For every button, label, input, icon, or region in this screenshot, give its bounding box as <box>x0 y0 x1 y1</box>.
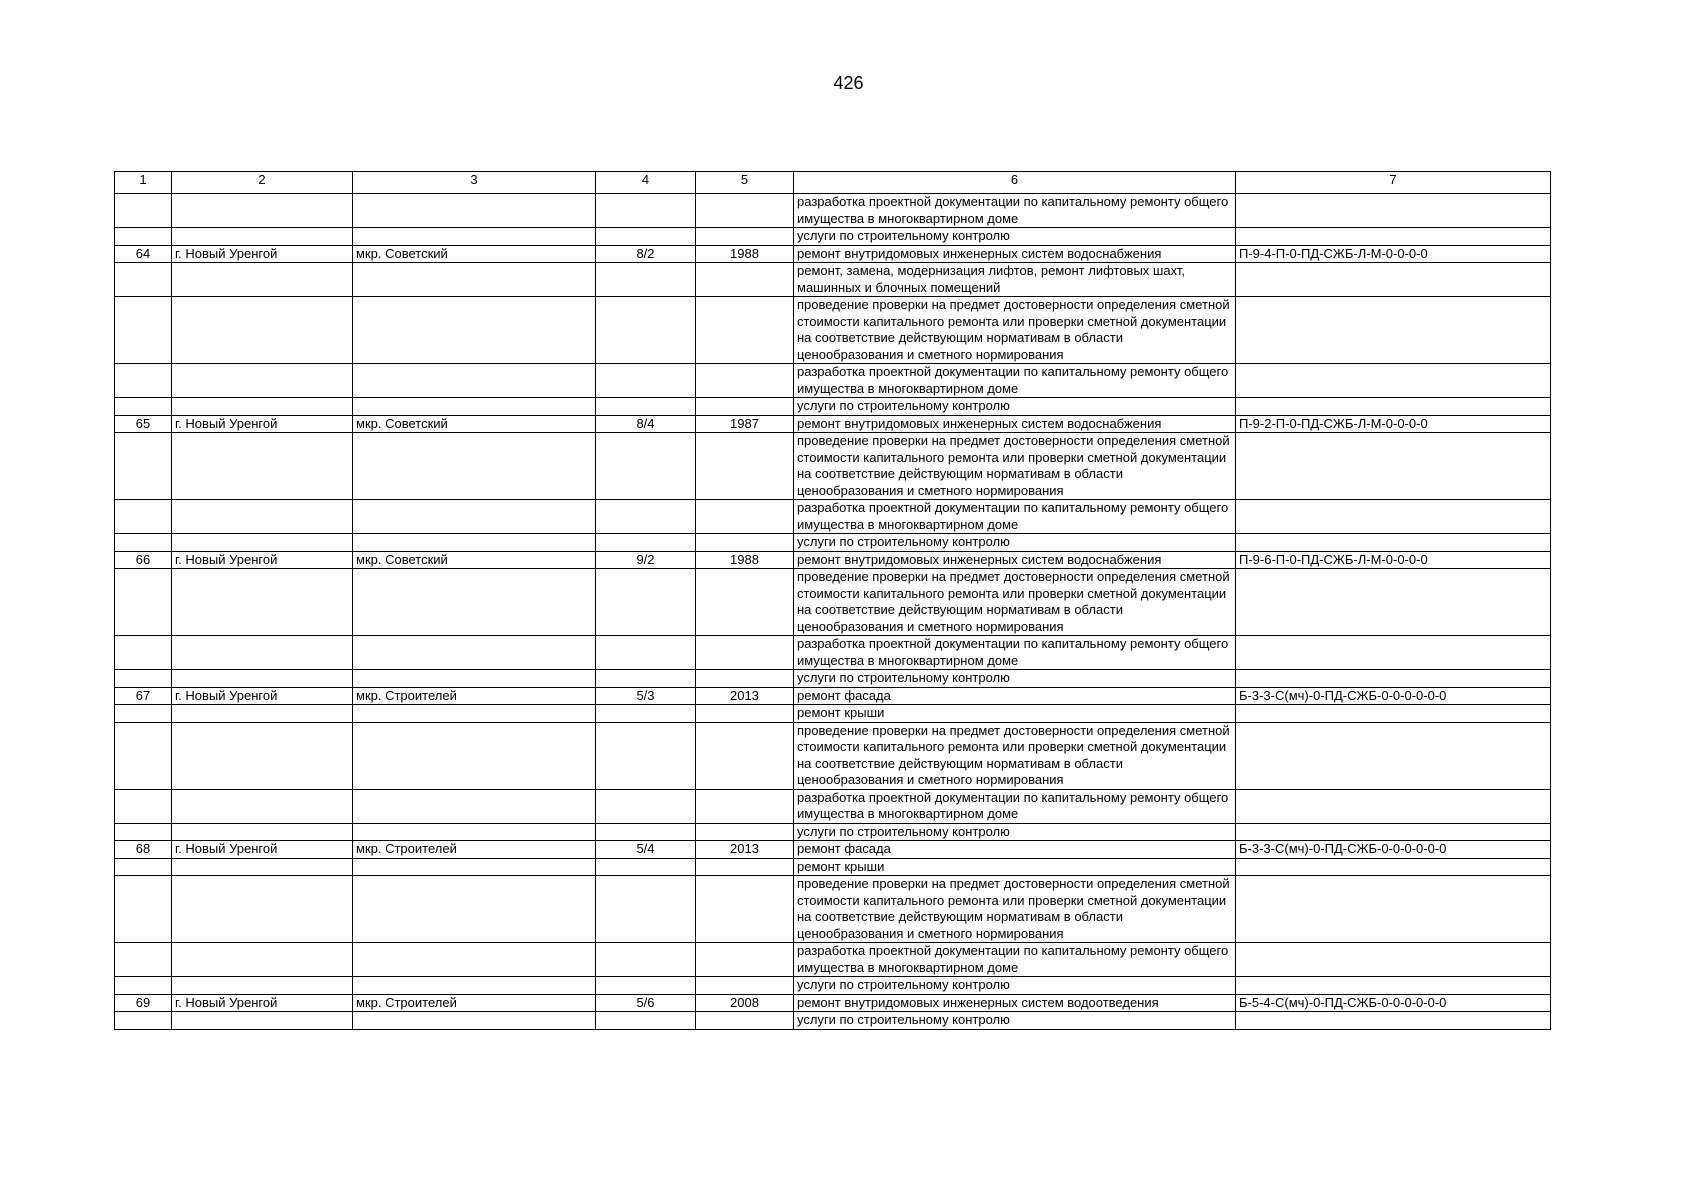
cell-district: мкр. Советский <box>353 245 596 263</box>
table-row <box>115 876 1551 943</box>
cell-house-code <box>1236 569 1551 636</box>
cell-year-built <box>696 705 794 723</box>
cell-district <box>353 789 596 823</box>
cell-district <box>353 823 596 841</box>
cell-row-number <box>115 876 172 943</box>
cell-house-code <box>1236 789 1551 823</box>
cell-house-number <box>596 398 696 416</box>
cell-city: г. Новый Уренгой <box>172 994 353 1012</box>
cell-house-number <box>596 636 696 670</box>
cell-house-code <box>1236 194 1551 228</box>
cell-row-number <box>115 636 172 670</box>
table-row <box>115 194 1551 228</box>
table-body <box>115 194 1551 1030</box>
cell-work-type: разработка проектной документации по капитальному ремонту общего имущества в многоквартирном доме <box>794 500 1236 534</box>
cell-house-code <box>1236 398 1551 416</box>
cell-year-built <box>696 670 794 688</box>
cell-house-code <box>1236 705 1551 723</box>
column-header: 3 <box>353 172 596 194</box>
cell-house-number <box>596 789 696 823</box>
cell-house-code: П-9-6-П-0-ПД-СЖБ-Л-М-0-0-0-0 <box>1236 551 1551 569</box>
cell-city <box>172 364 353 398</box>
cell-row-number: 65 <box>115 415 172 433</box>
cell-year-built <box>696 858 794 876</box>
cell-year-built <box>696 569 794 636</box>
cell-row-number <box>115 1012 172 1030</box>
column-header: 1 <box>115 172 172 194</box>
cell-year-built <box>696 433 794 500</box>
cell-year-built: 1988 <box>696 245 794 263</box>
cell-house-code <box>1236 1012 1551 1030</box>
cell-work-type: проведение проверки на предмет достоверности определения сметной стоимости капитального ремонта или проверки сметной документации на соответствие действующим нормативам в области ценообразования и сметного нормирования <box>794 433 1236 500</box>
cell-year-built: 1987 <box>696 415 794 433</box>
cell-house-code: Б-3-3-С(мч)-0-ПД-СЖБ-0-0-0-0-0-0 <box>1236 841 1551 859</box>
cell-row-number: 67 <box>115 687 172 705</box>
cell-house-number: 9/2 <box>596 551 696 569</box>
cell-house-code <box>1236 670 1551 688</box>
cell-house-code: Б-3-3-С(мч)-0-ПД-СЖБ-0-0-0-0-0-0 <box>1236 687 1551 705</box>
cell-city <box>172 1012 353 1030</box>
cell-city <box>172 569 353 636</box>
cell-year-built <box>696 943 794 977</box>
cell-work-type: ремонт крыши <box>794 858 1236 876</box>
cell-row-number <box>115 705 172 723</box>
cell-row-number <box>115 943 172 977</box>
table-row <box>115 263 1551 297</box>
cell-district <box>353 636 596 670</box>
cell-row-number <box>115 398 172 416</box>
cell-house-number <box>596 977 696 995</box>
cell-city <box>172 228 353 246</box>
cell-house-number <box>596 534 696 552</box>
cell-house-number <box>596 876 696 943</box>
cell-house-code <box>1236 228 1551 246</box>
cell-work-type: разработка проектной документации по капитальному ремонту общего имущества в многоквартирном доме <box>794 636 1236 670</box>
cell-district <box>353 534 596 552</box>
cell-house-number <box>596 858 696 876</box>
column-header: 5 <box>696 172 794 194</box>
column-header: 2 <box>172 172 353 194</box>
header-row <box>115 172 1551 194</box>
table-row <box>115 636 1551 670</box>
cell-house-number <box>596 670 696 688</box>
cell-house-number: 5/3 <box>596 687 696 705</box>
table-row <box>115 569 1551 636</box>
cell-district <box>353 705 596 723</box>
cell-city <box>172 789 353 823</box>
cell-house-code <box>1236 977 1551 995</box>
cell-work-type: проведение проверки на предмет достоверности определения сметной стоимости капитального ремонта или проверки сметной документации на соответствие действующим нормативам в области ценообразования и сметного нормирования <box>794 876 1236 943</box>
cell-city <box>172 722 353 789</box>
cell-house-code <box>1236 858 1551 876</box>
table-row <box>115 943 1551 977</box>
table-row <box>115 228 1551 246</box>
cell-house-code <box>1236 876 1551 943</box>
cell-district <box>353 228 596 246</box>
cell-city <box>172 534 353 552</box>
cell-work-type: разработка проектной документации по капитальному ремонту общего имущества в многоквартирном доме <box>794 194 1236 228</box>
cell-work-type: ремонт фасада <box>794 687 1236 705</box>
cell-district <box>353 297 596 364</box>
cell-house-number <box>596 194 696 228</box>
cell-district <box>353 670 596 688</box>
cell-house-number: 5/6 <box>596 994 696 1012</box>
cell-city <box>172 670 353 688</box>
cell-year-built <box>696 500 794 534</box>
cell-year-built <box>696 789 794 823</box>
table-row <box>115 789 1551 823</box>
cell-work-type: услуги по строительному контролю <box>794 398 1236 416</box>
cell-work-type: разработка проектной документации по капитальному ремонту общего имущества в многоквартирном доме <box>794 364 1236 398</box>
cell-year-built <box>696 364 794 398</box>
table-row <box>115 722 1551 789</box>
cell-year-built: 1988 <box>696 551 794 569</box>
table-row <box>115 705 1551 723</box>
cell-district <box>353 722 596 789</box>
cell-district: мкр. Строителей <box>353 841 596 859</box>
cell-city <box>172 823 353 841</box>
cell-work-type: услуги по строительному контролю <box>794 1012 1236 1030</box>
cell-row-number <box>115 364 172 398</box>
cell-year-built <box>696 228 794 246</box>
cell-row-number <box>115 194 172 228</box>
cell-year-built <box>696 534 794 552</box>
cell-house-number <box>596 823 696 841</box>
cell-district <box>353 364 596 398</box>
cell-house-code: П-9-2-П-0-ПД-СЖБ-Л-М-0-0-0-0 <box>1236 415 1551 433</box>
cell-row-number <box>115 670 172 688</box>
table-row <box>115 687 1551 705</box>
cell-district: мкр. Советский <box>353 415 596 433</box>
capital-repair-table <box>114 171 1551 1030</box>
cell-district: мкр. Строителей <box>353 994 596 1012</box>
cell-city <box>172 876 353 943</box>
cell-row-number <box>115 823 172 841</box>
cell-house-code: П-9-4-П-0-ПД-СЖБ-Л-М-0-0-0-0 <box>1236 245 1551 263</box>
cell-city <box>172 297 353 364</box>
cell-city: г. Новый Уренгой <box>172 687 353 705</box>
cell-city <box>172 398 353 416</box>
cell-city: г. Новый Уренгой <box>172 551 353 569</box>
cell-year-built <box>696 722 794 789</box>
cell-house-code <box>1236 364 1551 398</box>
cell-house-code <box>1236 823 1551 841</box>
cell-house-number <box>596 228 696 246</box>
cell-district <box>353 977 596 995</box>
table-row <box>115 245 1551 263</box>
cell-row-number <box>115 858 172 876</box>
table-row <box>115 994 1551 1012</box>
cell-year-built: 2013 <box>696 841 794 859</box>
cell-work-type: ремонт внутридомовых инженерных систем водоотведения <box>794 994 1236 1012</box>
cell-district <box>353 876 596 943</box>
table-row <box>115 500 1551 534</box>
table-row <box>115 433 1551 500</box>
cell-house-number <box>596 943 696 977</box>
table-row <box>115 297 1551 364</box>
cell-district: мкр. Строителей <box>353 687 596 705</box>
cell-district <box>353 500 596 534</box>
cell-row-number: 66 <box>115 551 172 569</box>
cell-work-type: услуги по строительному контролю <box>794 977 1236 995</box>
cell-work-type: услуги по строительному контролю <box>794 823 1236 841</box>
cell-work-type: ремонт крыши <box>794 705 1236 723</box>
cell-house-number: 8/4 <box>596 415 696 433</box>
cell-district <box>353 569 596 636</box>
cell-work-type: ремонт внутридомовых инженерных систем водоснабжения <box>794 551 1236 569</box>
cell-house-code <box>1236 297 1551 364</box>
cell-row-number <box>115 569 172 636</box>
cell-year-built <box>696 977 794 995</box>
cell-house-number <box>596 1012 696 1030</box>
cell-work-type: ремонт внутридомовых инженерных систем водоснабжения <box>794 245 1236 263</box>
cell-district <box>353 194 596 228</box>
table-row <box>115 534 1551 552</box>
cell-row-number <box>115 433 172 500</box>
cell-work-type: ремонт внутридомовых инженерных систем водоснабжения <box>794 415 1236 433</box>
cell-year-built <box>696 194 794 228</box>
cell-city: г. Новый Уренгой <box>172 415 353 433</box>
table-row <box>115 977 1551 995</box>
cell-work-type: разработка проектной документации по капитальному ремонту общего имущества в многоквартирном доме <box>794 943 1236 977</box>
cell-house-number <box>596 722 696 789</box>
cell-city: г. Новый Уренгой <box>172 245 353 263</box>
cell-house-code <box>1236 534 1551 552</box>
table-row <box>115 670 1551 688</box>
cell-work-type: проведение проверки на предмет достоверности определения сметной стоимости капитального ремонта или проверки сметной документации на соответствие действующим нормативам в области ценообразования и сметного нормирования <box>794 569 1236 636</box>
cell-year-built <box>696 636 794 670</box>
cell-house-code <box>1236 722 1551 789</box>
cell-row-number <box>115 534 172 552</box>
cell-city <box>172 858 353 876</box>
cell-work-type: разработка проектной документации по капитальному ремонту общего имущества в многоквартирном доме <box>794 789 1236 823</box>
cell-house-code <box>1236 943 1551 977</box>
cell-house-number <box>596 569 696 636</box>
table-row <box>115 415 1551 433</box>
cell-work-type: проведение проверки на предмет достоверности определения сметной стоимости капитального ремонта или проверки сметной документации на соответствие действующим нормативам в области ценообразования и сметного нормирования <box>794 722 1236 789</box>
column-header: 4 <box>596 172 696 194</box>
page-number: 426 <box>833 73 864 93</box>
cell-district <box>353 263 596 297</box>
cell-house-code <box>1236 500 1551 534</box>
cell-year-built <box>696 823 794 841</box>
cell-year-built: 2008 <box>696 994 794 1012</box>
cell-district <box>353 433 596 500</box>
table-row <box>115 858 1551 876</box>
cell-year-built <box>696 398 794 416</box>
table-row <box>115 398 1551 416</box>
cell-house-code: Б-5-4-С(мч)-0-ПД-СЖБ-0-0-0-0-0-0 <box>1236 994 1551 1012</box>
cell-district <box>353 1012 596 1030</box>
cell-house-number <box>596 433 696 500</box>
cell-year-built <box>696 263 794 297</box>
cell-row-number <box>115 228 172 246</box>
cell-house-number <box>596 705 696 723</box>
cell-district <box>353 398 596 416</box>
cell-row-number: 64 <box>115 245 172 263</box>
column-header: 6 <box>794 172 1236 194</box>
cell-house-code <box>1236 263 1551 297</box>
table-row <box>115 1012 1551 1030</box>
cell-house-number <box>596 297 696 364</box>
cell-house-number <box>596 263 696 297</box>
cell-district <box>353 943 596 977</box>
cell-house-code <box>1236 433 1551 500</box>
column-header: 7 <box>1236 172 1551 194</box>
table-row <box>115 364 1551 398</box>
cell-city <box>172 977 353 995</box>
cell-row-number <box>115 297 172 364</box>
cell-house-number: 8/2 <box>596 245 696 263</box>
cell-city: г. Новый Уренгой <box>172 841 353 859</box>
table-row <box>115 823 1551 841</box>
cell-city <box>172 194 353 228</box>
cell-row-number <box>115 789 172 823</box>
cell-work-type: услуги по строительному контролю <box>794 670 1236 688</box>
cell-house-number <box>596 500 696 534</box>
cell-year-built <box>696 876 794 943</box>
cell-house-number: 5/4 <box>596 841 696 859</box>
cell-year-built: 2013 <box>696 687 794 705</box>
table-row <box>115 551 1551 569</box>
cell-house-code <box>1236 636 1551 670</box>
cell-row-number: 68 <box>115 841 172 859</box>
cell-work-type: ремонт фасада <box>794 841 1236 859</box>
cell-work-type: ремонт, замена, модернизация лифтов, ремонт лифтовых шахт, машинных и блочных помещений <box>794 263 1236 297</box>
cell-district: мкр. Советский <box>353 551 596 569</box>
cell-city <box>172 943 353 977</box>
cell-year-built <box>696 297 794 364</box>
cell-city <box>172 636 353 670</box>
table-row <box>115 841 1551 859</box>
cell-row-number <box>115 722 172 789</box>
cell-district <box>353 858 596 876</box>
cell-house-number <box>596 364 696 398</box>
cell-city <box>172 500 353 534</box>
cell-city <box>172 263 353 297</box>
cell-row-number <box>115 500 172 534</box>
cell-city <box>172 433 353 500</box>
cell-row-number: 69 <box>115 994 172 1012</box>
cell-work-type: проведение проверки на предмет достоверности определения сметной стоимости капитального ремонта или проверки сметной документации на соответствие действующим нормативам в области ценообразования и сметного нормирования <box>794 297 1236 364</box>
cell-work-type: услуги по строительному контролю <box>794 228 1236 246</box>
cell-row-number <box>115 977 172 995</box>
cell-city <box>172 705 353 723</box>
cell-work-type: услуги по строительному контролю <box>794 534 1236 552</box>
cell-row-number <box>115 263 172 297</box>
cell-year-built <box>696 1012 794 1030</box>
